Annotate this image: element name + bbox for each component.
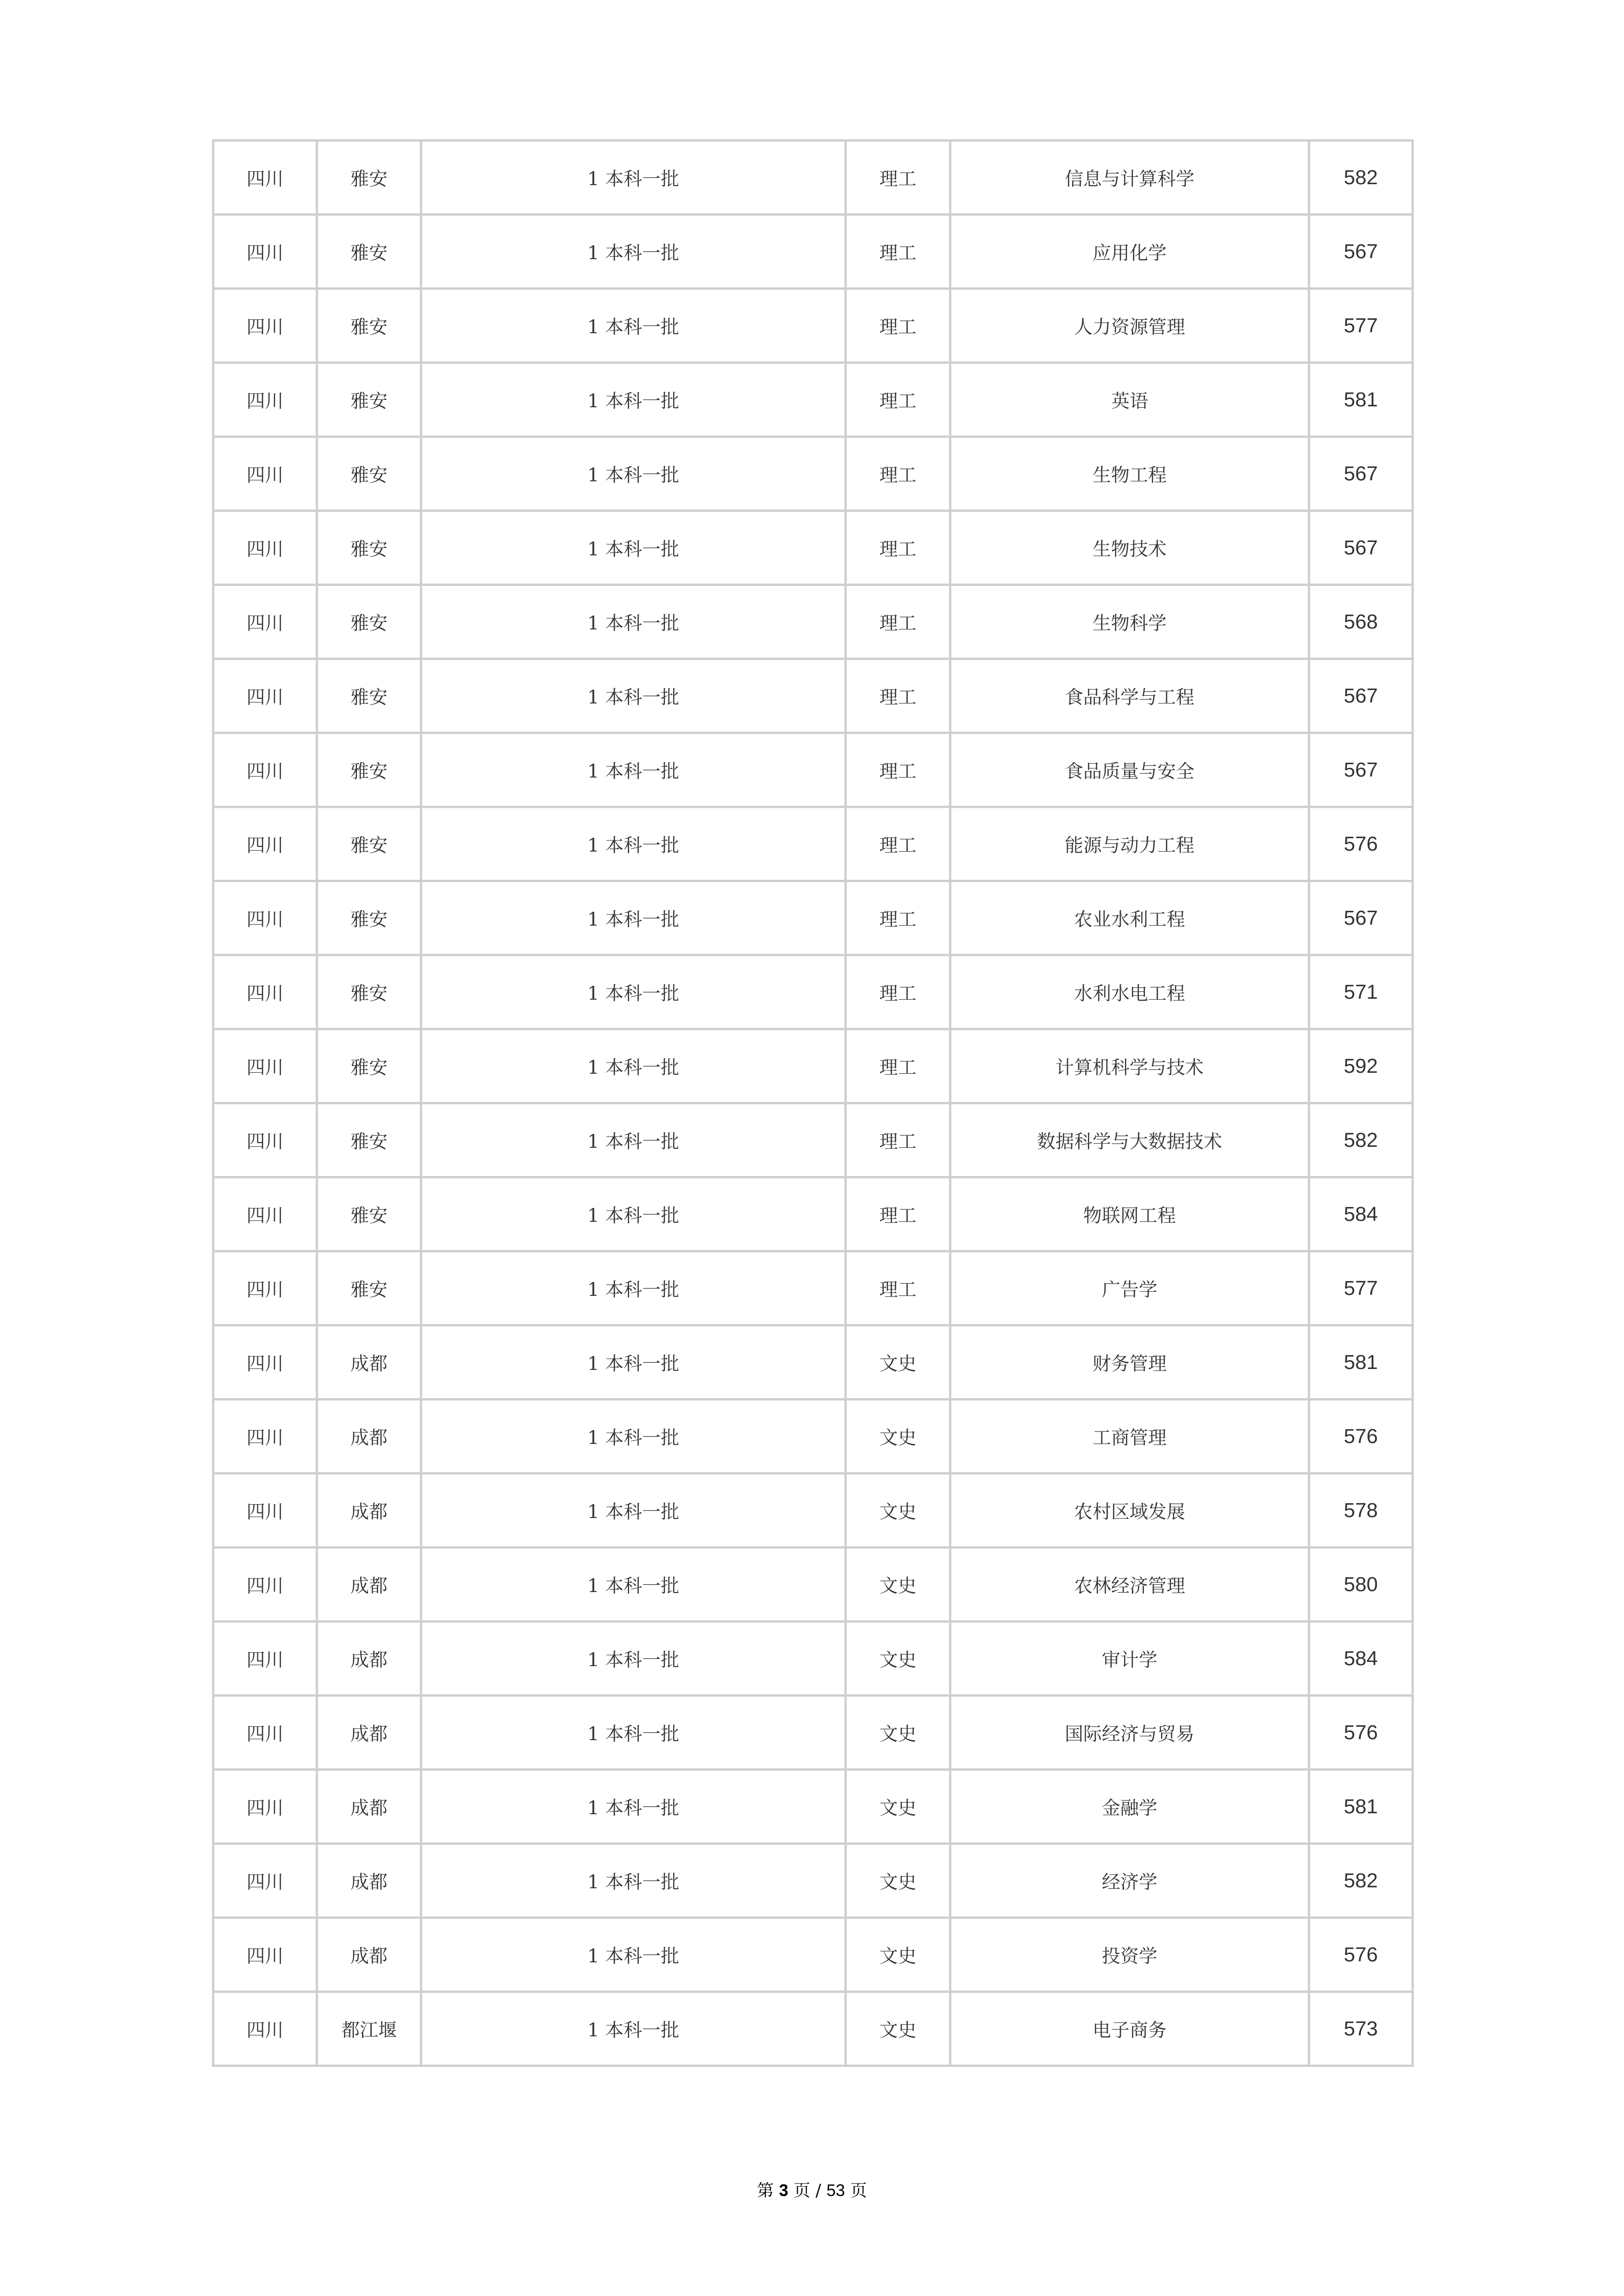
cell-major: 审计学 [950, 1622, 1309, 1696]
cell-major: 农业水利工程 [950, 881, 1309, 955]
table-row [213, 733, 1413, 807]
table-row [213, 1548, 1413, 1622]
cell-province: 四川 [213, 1548, 317, 1622]
cell-major: 生物技术 [950, 511, 1309, 585]
cell-major: 能源与动力工程 [950, 807, 1309, 881]
table-row [213, 1103, 1413, 1177]
cell-city: 雅安 [317, 1177, 421, 1251]
cell-category: 理工 [846, 511, 950, 585]
footer-mid: 页 / [793, 2181, 821, 2200]
cell-batch: 1 本科一批 [421, 881, 846, 955]
cell-category: 文史 [846, 1474, 950, 1548]
cell-province: 四川 [213, 955, 317, 1029]
table-row [213, 881, 1413, 955]
cell-batch: 1 本科一批 [421, 1844, 846, 1918]
cell-major: 信息与计算科学 [950, 141, 1309, 215]
cell-score: 582 [1309, 1844, 1413, 1918]
cell-province: 四川 [213, 1696, 317, 1770]
cell-category: 理工 [846, 1029, 950, 1103]
total-pages-number: 53 [826, 2181, 845, 2200]
cell-province: 四川 [213, 1400, 317, 1474]
table-row [213, 511, 1413, 585]
cell-batch: 1 本科一批 [421, 1251, 846, 1325]
cell-city: 成都 [317, 1474, 421, 1548]
cell-category: 理工 [846, 1177, 950, 1251]
cell-batch: 1 本科一批 [421, 511, 846, 585]
cell-score: 577 [1309, 289, 1413, 363]
cell-city: 雅安 [317, 807, 421, 881]
table-row [213, 659, 1413, 733]
cell-category: 理工 [846, 659, 950, 733]
cell-major: 生物工程 [950, 437, 1309, 511]
cell-category: 理工 [846, 437, 950, 511]
cell-city: 雅安 [317, 733, 421, 807]
cell-city: 雅安 [317, 511, 421, 585]
cell-city: 雅安 [317, 585, 421, 659]
cell-city: 雅安 [317, 659, 421, 733]
table-row [213, 585, 1413, 659]
cell-category: 理工 [846, 881, 950, 955]
cell-batch: 1 本科一批 [421, 1325, 846, 1400]
cell-category: 理工 [846, 215, 950, 289]
cell-score: 567 [1309, 733, 1413, 807]
cell-batch: 1 本科一批 [421, 733, 846, 807]
cell-score: 576 [1309, 807, 1413, 881]
cell-score: 577 [1309, 1251, 1413, 1325]
cell-score: 578 [1309, 1474, 1413, 1548]
cell-major: 投资学 [950, 1918, 1309, 1992]
cell-batch: 1 本科一批 [421, 1770, 846, 1844]
cell-major: 数据科学与大数据技术 [950, 1103, 1309, 1177]
cell-batch: 1 本科一批 [421, 1696, 846, 1770]
cell-province: 四川 [213, 1177, 317, 1251]
cell-batch: 1 本科一批 [421, 1474, 846, 1548]
cell-major: 应用化学 [950, 215, 1309, 289]
cell-score: 581 [1309, 1770, 1413, 1844]
cell-batch: 1 本科一批 [421, 1918, 846, 1992]
cell-batch: 1 本科一批 [421, 1548, 846, 1622]
table-row [213, 363, 1413, 437]
table-row [213, 1770, 1413, 1844]
cell-score: 567 [1309, 437, 1413, 511]
cell-major: 农林经济管理 [950, 1548, 1309, 1622]
cell-category: 理工 [846, 363, 950, 437]
cell-province: 四川 [213, 1844, 317, 1918]
cell-category: 文史 [846, 1696, 950, 1770]
cell-city: 成都 [317, 1325, 421, 1400]
cell-batch: 1 本科一批 [421, 215, 846, 289]
table-row [213, 1400, 1413, 1474]
table-row [213, 1622, 1413, 1696]
table-row [213, 141, 1413, 215]
cell-batch: 1 本科一批 [421, 141, 846, 215]
cell-score: 571 [1309, 955, 1413, 1029]
cell-category: 理工 [846, 585, 950, 659]
table-row [213, 1177, 1413, 1251]
cell-score: 567 [1309, 215, 1413, 289]
table-row [213, 215, 1413, 289]
cell-province: 四川 [213, 1918, 317, 1992]
table-row [213, 1844, 1413, 1918]
table-row [213, 1918, 1413, 1992]
cell-major: 计算机科学与技术 [950, 1029, 1309, 1103]
cell-major: 经济学 [950, 1844, 1309, 1918]
cell-score: 580 [1309, 1548, 1413, 1622]
cell-batch: 1 本科一批 [421, 289, 846, 363]
table-row [213, 807, 1413, 881]
cell-province: 四川 [213, 807, 317, 881]
cell-province: 四川 [213, 1474, 317, 1548]
cell-major: 英语 [950, 363, 1309, 437]
cell-province: 四川 [213, 1992, 317, 2066]
cell-score: 581 [1309, 1325, 1413, 1400]
table-row [213, 1696, 1413, 1770]
cell-category: 理工 [846, 955, 950, 1029]
cell-category: 文史 [846, 1325, 950, 1400]
cell-province: 四川 [213, 289, 317, 363]
cell-city: 成都 [317, 1918, 421, 1992]
table-row [213, 289, 1413, 363]
cell-score: 567 [1309, 511, 1413, 585]
cell-city: 雅安 [317, 363, 421, 437]
cell-batch: 1 本科一批 [421, 659, 846, 733]
cell-province: 四川 [213, 1029, 317, 1103]
cell-province: 四川 [213, 659, 317, 733]
cell-province: 四川 [213, 1770, 317, 1844]
cell-score: 576 [1309, 1918, 1413, 1992]
cell-category: 文史 [846, 1548, 950, 1622]
cell-batch: 1 本科一批 [421, 1029, 846, 1103]
footer-prefix: 第 [757, 2181, 774, 2200]
cell-city: 成都 [317, 1622, 421, 1696]
cell-category: 理工 [846, 1103, 950, 1177]
cell-city: 雅安 [317, 1029, 421, 1103]
cell-major: 国际经济与贸易 [950, 1696, 1309, 1770]
cell-category: 理工 [846, 733, 950, 807]
cell-province: 四川 [213, 585, 317, 659]
cell-score: 567 [1309, 881, 1413, 955]
cell-score: 573 [1309, 1992, 1413, 2066]
cell-major: 财务管理 [950, 1325, 1309, 1400]
cell-province: 四川 [213, 1325, 317, 1400]
cell-batch: 1 本科一批 [421, 807, 846, 881]
cell-province: 四川 [213, 1251, 317, 1325]
cell-batch: 1 本科一批 [421, 1103, 846, 1177]
table-row [213, 1029, 1413, 1103]
cell-province: 四川 [213, 141, 317, 215]
cell-score: 581 [1309, 363, 1413, 437]
cell-major: 金融学 [950, 1770, 1309, 1844]
table-row [213, 437, 1413, 511]
cell-batch: 1 本科一批 [421, 1400, 846, 1474]
cell-major: 水利水电工程 [950, 955, 1309, 1029]
cell-category: 理工 [846, 141, 950, 215]
cell-category: 文史 [846, 1844, 950, 1918]
cell-city: 雅安 [317, 1251, 421, 1325]
cell-city: 雅安 [317, 881, 421, 955]
cell-province: 四川 [213, 733, 317, 807]
cell-score: 568 [1309, 585, 1413, 659]
cell-score: 576 [1309, 1400, 1413, 1474]
cell-city: 雅安 [317, 955, 421, 1029]
cell-major: 电子商务 [950, 1992, 1309, 2066]
cell-city: 雅安 [317, 141, 421, 215]
cell-city: 成都 [317, 1548, 421, 1622]
cell-province: 四川 [213, 1622, 317, 1696]
cell-batch: 1 本科一批 [421, 1622, 846, 1696]
cell-major: 工商管理 [950, 1400, 1309, 1474]
cell-score: 576 [1309, 1696, 1413, 1770]
cell-city: 成都 [317, 1400, 421, 1474]
cell-score: 567 [1309, 659, 1413, 733]
cell-major: 广告学 [950, 1251, 1309, 1325]
page-footer [0, 2178, 1624, 2201]
cell-city: 都江堰 [317, 1992, 421, 2066]
cell-category: 文史 [846, 1400, 950, 1474]
cell-category: 文史 [846, 1770, 950, 1844]
cell-batch: 1 本科一批 [421, 363, 846, 437]
table-body [213, 141, 1413, 2066]
cell-batch: 1 本科一批 [421, 1992, 846, 2066]
cell-province: 四川 [213, 1103, 317, 1177]
cell-score: 584 [1309, 1177, 1413, 1251]
cell-province: 四川 [213, 215, 317, 289]
cell-city: 雅安 [317, 289, 421, 363]
table-row [213, 1992, 1413, 2066]
cell-major: 生物科学 [950, 585, 1309, 659]
cell-score: 584 [1309, 1622, 1413, 1696]
cell-province: 四川 [213, 881, 317, 955]
footer-suffix: 页 [850, 2181, 867, 2200]
cell-major: 农村区域发展 [950, 1474, 1309, 1548]
table-row [213, 1251, 1413, 1325]
table-row [213, 1325, 1413, 1400]
cell-city: 成都 [317, 1770, 421, 1844]
cell-city: 雅安 [317, 1103, 421, 1177]
cell-province: 四川 [213, 511, 317, 585]
cell-province: 四川 [213, 437, 317, 511]
cell-category: 文史 [846, 1622, 950, 1696]
cell-city: 雅安 [317, 215, 421, 289]
cell-category: 理工 [846, 807, 950, 881]
cell-major: 人力资源管理 [950, 289, 1309, 363]
cell-city: 雅安 [317, 437, 421, 511]
cell-batch: 1 本科一批 [421, 437, 846, 511]
cell-category: 理工 [846, 289, 950, 363]
cell-province: 四川 [213, 363, 317, 437]
current-page-number: 3 [779, 2181, 788, 2200]
cell-batch: 1 本科一批 [421, 1177, 846, 1251]
table-row [213, 1474, 1413, 1548]
cell-score: 592 [1309, 1029, 1413, 1103]
cell-batch: 1 本科一批 [421, 585, 846, 659]
cell-score: 582 [1309, 141, 1413, 215]
cell-major: 食品质量与安全 [950, 733, 1309, 807]
cell-city: 成都 [317, 1844, 421, 1918]
cell-category: 文史 [846, 1992, 950, 2066]
cell-category: 文史 [846, 1918, 950, 1992]
cell-score: 582 [1309, 1103, 1413, 1177]
cell-category: 理工 [846, 1251, 950, 1325]
cell-major: 物联网工程 [950, 1177, 1309, 1251]
table-row [213, 955, 1413, 1029]
admission-scores-table [212, 139, 1414, 2067]
cell-city: 成都 [317, 1696, 421, 1770]
cell-major: 食品科学与工程 [950, 659, 1309, 733]
cell-batch: 1 本科一批 [421, 955, 846, 1029]
